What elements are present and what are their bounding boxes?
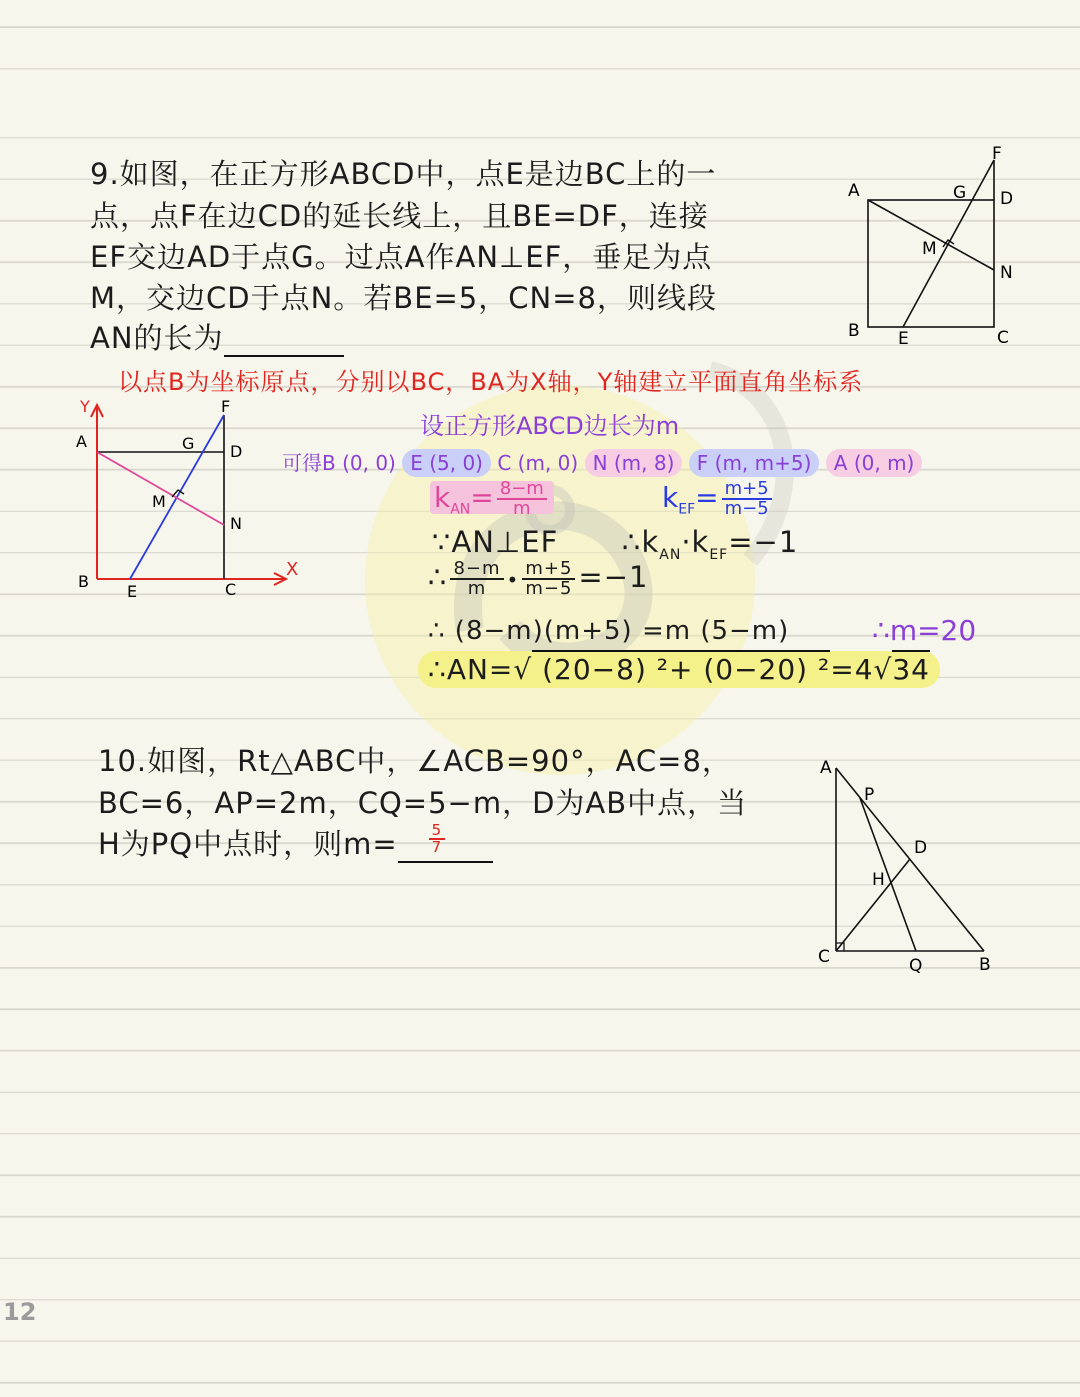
q9-line-1: 9.如图，在正方形ABCD中，点E是边BC上的一 (90, 157, 717, 191)
q9-fig-label-N: N (1000, 263, 1013, 283)
q10-line-3 (98, 822, 493, 863)
q10-line-1: 10.如图，Rt△ABC中，∠ACB=90°，AC=8， (98, 744, 732, 778)
coords-prefix: 可得 (282, 451, 322, 475)
expand-equation: ∴ (8−m)(m+5) =m (5−m) (428, 616, 790, 646)
axis-y-label: Y (80, 397, 90, 416)
an-eq: =4√ (830, 653, 893, 686)
coord-fig-label-M: M (152, 492, 166, 511)
q9-line-5-text: AN的长为 (90, 321, 224, 355)
q9-fig-label-F: F (992, 144, 1002, 164)
eq-frac2-num: m+5 (522, 560, 575, 580)
coord-fig-label-A: A (76, 432, 87, 451)
coord-B: B (0, 0) (322, 451, 396, 475)
coord-fig-label-F: F (221, 397, 231, 416)
perp-pre: ∴k (622, 525, 660, 559)
m-result: ∴m=20 (872, 614, 977, 647)
an-root: 34 (892, 650, 930, 686)
slope-ef-den: m−5 (724, 498, 769, 519)
perp-result (622, 525, 798, 563)
coord-fig-label-G: G (182, 434, 195, 453)
eq-frac1-den: m (467, 578, 487, 599)
q10-fig-label-C: C (818, 947, 830, 967)
q10-figure (812, 752, 1012, 982)
q10-fig-label-A: A (820, 758, 832, 778)
slope-product-equation (428, 560, 648, 598)
perp-post: =−1 (728, 525, 799, 559)
coord-fig-label-C: C (225, 580, 237, 599)
coord-fig-label-N: N (230, 514, 242, 533)
q10-line-2: BC=6，AP=2m，CQ=5−m，D为AB中点，当 (98, 786, 748, 820)
q10-fig-label-Q: Q (909, 956, 923, 976)
axis-x-label: X (286, 559, 299, 580)
slope-an-den: m (513, 498, 531, 519)
q10-fig-label-P: P (864, 785, 875, 805)
q10-line-3-text: H为PQ中点时，则m= (98, 827, 398, 861)
q10-fig-label-D: D (914, 838, 928, 858)
q9-line-2: 点，点F在边CD的延长线上，且BE=DF，连接 (90, 199, 709, 233)
coord-E: E (5, 0) (402, 449, 491, 477)
perp-line: ∵AN⊥EF (432, 525, 559, 559)
slope-ef-num: m+5 (722, 480, 772, 500)
q9-fig-label-G: G (953, 183, 967, 203)
q9-fig-label-E: E (898, 329, 909, 349)
q9-fig-label-A: A (848, 181, 860, 201)
slope-an-num: 8−m (497, 480, 547, 500)
solution-coords-line (282, 447, 922, 476)
solution-side-line: 设正方形ABCD边长为m (420, 412, 680, 440)
q10-fig-label-B: B (979, 955, 991, 975)
coordinate-figure (72, 395, 312, 605)
an-radicand: (20−8) ²+ (0−20) ² (532, 650, 830, 686)
q10-answer-blank (398, 821, 493, 863)
q9-line-3: EF交边AD于点G。过点A作AN⊥EF，垂足为点 (90, 240, 713, 274)
an-result (418, 653, 940, 686)
eq-dot: • (506, 568, 520, 592)
q9-fig-label-M: M (922, 239, 937, 259)
slope-an: $k_{AN}=$ $\frac{8-m}{m}$ (430, 480, 554, 518)
eq-post: =−1 (578, 560, 649, 594)
q10-answer-num: 5 (429, 823, 446, 840)
q9-line-4: M，交边CD于点N。若BE=5，CN=8，则线段 (90, 281, 717, 315)
slope-ef-sub: EF (678, 501, 696, 518)
slope-ef-k: k (662, 481, 679, 514)
q9-figure (840, 140, 1030, 350)
q9-line-5 (90, 316, 344, 357)
coord-fig-label-D: D (230, 442, 243, 461)
q9-fig-label-B: B (848, 321, 860, 341)
q9-fig-label-D: D (1000, 189, 1014, 209)
eq-frac1-num: 8−m (450, 560, 503, 580)
slope-ef: $k_{EF}=$ $\frac{m+5}{m-5}$ (662, 480, 775, 518)
coord-N: N (m, 8) (585, 449, 683, 477)
eq-frac2-den: m−5 (525, 578, 573, 599)
coord-A: A (0, m) (826, 449, 923, 477)
slope-an-k: k (434, 481, 451, 514)
coord-C: C (m, 0) (497, 451, 579, 475)
perp-sub-ef: EF (709, 546, 729, 563)
coord-fig-label-E: E (127, 582, 138, 601)
q9-answer-blank (224, 329, 344, 357)
slope-an-sub: AN (450, 501, 471, 518)
an-pre: ∴AN=√ (428, 653, 533, 686)
q9-fig-label-C: C (997, 328, 1009, 348)
coord-F: F (m, m+5) (689, 449, 820, 477)
perp-sub-an: AN (659, 546, 682, 563)
perp-mid: ·k (681, 525, 710, 559)
eq-therefore: ∴ (428, 560, 448, 594)
coord-fig-label-B: B (78, 572, 89, 591)
q10-answer-den: 7 (431, 838, 443, 856)
solution-setup-line: 以点B为坐标原点，分别以BC，BA为X轴，Y轴建立平面直角坐标系 (118, 368, 864, 396)
q10-fig-label-H: H (872, 870, 885, 890)
page-number: 12 (3, 1298, 37, 1326)
